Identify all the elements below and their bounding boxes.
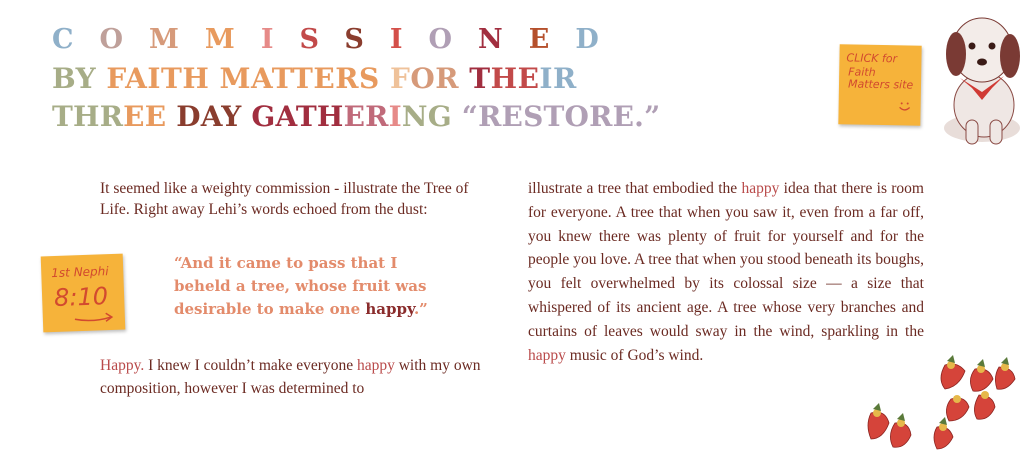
heading-line3-segment: I <box>388 100 402 133</box>
dog-illustration-icon <box>940 10 1024 148</box>
link-note-line1: CLICK for <box>846 51 898 66</box>
heading-line2-segment: T <box>469 62 491 95</box>
heading-line1-segment: D <box>575 24 625 55</box>
heading-line1-segment: M <box>204 24 261 55</box>
heading-line1-segment: S <box>344 24 390 55</box>
heading-line1-segment: I <box>260 24 300 55</box>
heading-line1-segment: N <box>478 24 529 55</box>
heading-line1-segment: O <box>99 24 150 55</box>
scripture-sticky-note <box>41 254 126 333</box>
quote-end: .” <box>413 300 428 318</box>
happy-word: happy <box>528 346 566 364</box>
heading-line1-segment: M <box>149 24 205 55</box>
happy-word: Happy. <box>100 357 145 374</box>
paragraph-text: idea that there is room for everyone. A tree that when you saw it, even from a far off, you knew there was plenty of fruit for yourself and for the people you love. A tree that when you stood beneath its boughs, you felt overwhelmed by its colossal size — a size that whispered of its ancient age. A tree whose very branches and curtains of leaves would sway in the wind, sparkling in the <box>528 180 924 340</box>
paragraph-text: with my own composition, however I was determined to <box>100 357 481 397</box>
happy-word: happy <box>365 300 414 318</box>
happy-paragraph <box>100 354 498 400</box>
heading-line1-segment: S <box>299 24 345 55</box>
heading-line3-segment: EE <box>123 100 167 133</box>
heading-line3-segment: ER <box>343 100 389 133</box>
happy-word: happy <box>741 180 780 197</box>
smiley-icon <box>897 99 913 113</box>
faith-matters-link-note[interactable] <box>838 44 921 125</box>
scripture-quote <box>174 252 444 321</box>
heading-line-2 <box>52 62 577 95</box>
arrow-icon <box>73 312 117 326</box>
sticky-note-book: 1st Nephi <box>51 264 109 281</box>
paragraph-text: music of God’s wind. <box>565 346 704 364</box>
heading-line3-segment: GATH <box>251 100 344 133</box>
heading-line2-segment: FAITH MATTERS <box>106 62 390 95</box>
heading-line2-segment: IR <box>539 62 577 95</box>
text-column-right <box>528 177 924 367</box>
heading-line2-segment: HE <box>490 62 540 95</box>
heading-line2-segment: F <box>389 62 411 95</box>
heading-line3-segment: NG <box>401 100 462 133</box>
paragraph-text: I knew I couldn’t make everyone <box>144 357 357 374</box>
strawberries-illustration-icon <box>865 355 1024 463</box>
heading-line2-segment: OR <box>410 62 470 95</box>
happy-word: happy <box>356 357 395 374</box>
sticky-note-verse: 8:10 <box>53 282 109 313</box>
link-note-line2: Faith Matters site <box>847 65 914 92</box>
quote-text: “And it came to pass that I beheld a tree, whose fruit was desirable to make one <box>174 254 427 318</box>
heading-line1-segment: I <box>389 24 429 55</box>
heading-line2-segment: BY <box>52 62 107 95</box>
heading-line3-segment: “RESTORE.” <box>461 100 661 133</box>
heading-line-3 <box>52 100 660 133</box>
heading-line3-segment: THR <box>52 100 124 133</box>
heading-line1-segment: O <box>428 24 479 55</box>
paragraph-text: illustrate a tree that embodied the <box>528 180 742 197</box>
heading-line3-segment: DAY <box>166 100 252 133</box>
heading-line-1 <box>52 24 625 55</box>
heading-line1-segment: C <box>52 24 100 55</box>
intro-paragraph: It seemed like a weighty commission - illustrate the Tree of Life. Right away Lehi’s words echoed from the dust: <box>100 180 469 218</box>
heading-line1-segment: E <box>528 24 576 55</box>
